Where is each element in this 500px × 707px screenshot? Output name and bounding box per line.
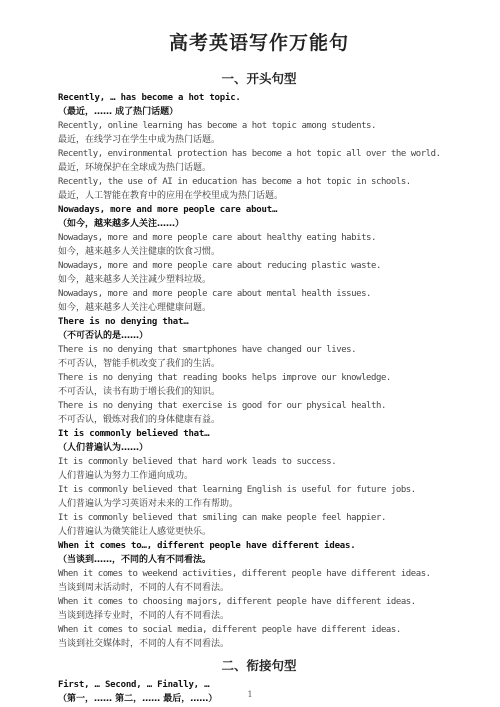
pattern-sentence: There is no denying that… [58,317,189,327]
example-chinese: 如今，越来越多人关注心理健康问题。 [58,303,212,313]
example-chinese: 最近，在线学习在学生中成为热门话题。 [58,135,221,145]
document-title: 高考英语写作万能句 [168,32,349,54]
pattern-meaning: （当谈到……，不同的人有不同看法。 [58,555,212,565]
example-chinese: 人们普遍认为努力工作通向成功。 [58,471,194,481]
example-chinese: 当谈到社交媒体时，不同的人有不同看法。 [58,639,230,649]
example-english: There is no denying that exercise is good for our physical health. [58,401,386,411]
pattern-meaning: （不可否认的是……） [58,331,149,341]
example-english: It is commonly believed that learning English is useful for future jobs. [58,485,416,495]
pattern-meaning: （第一，…… 第二，…… 最后，……） [58,694,218,704]
example-english: When it comes to choosing majors, different people have different ideas. [58,597,416,607]
pattern-meaning: （人们普遍认为……） [58,443,149,453]
pattern-meaning: （如今，越来越多人关注……） [58,219,185,229]
example-english: Nowadays, more and more people care about mental health issues. [58,289,372,299]
pattern-block [58,539,460,651]
example-english: It is commonly believed that smiling can make people feel happier. [58,513,386,523]
example-chinese: 最近，人工智能在教育中的应用在学校里成为热门话题。 [58,191,284,201]
example-chinese: 如今，越来越多人关注健康的饮食习惯。 [58,247,221,257]
example-chinese: 不可否认，锻炼对我们的身体健康有益。 [58,415,221,425]
pattern-block [58,91,460,203]
example-english: There is no denying that smartphones have changed our lives. [58,345,357,355]
example-chinese: 如今，越来越多人关注减少塑料垃圾。 [58,275,212,285]
pattern-sentence: When it comes to…, different people have different ideas. [58,541,356,551]
page-number: 1 [247,690,253,699]
example-chinese: 人们普遍认为学习英语对未来的工作有帮助。 [58,499,239,509]
example-chinese: 最近，环境保护在全球成为热门话题。 [58,163,212,173]
pattern-block [58,427,460,539]
example-english: Nowadays, more and more people care about reducing plastic waste. [58,261,381,271]
example-english: Recently, the use of AI in education has become a hot topic in schools. [58,177,411,187]
example-english: Nowadays, more and more people care about healthy eating habits. [58,233,376,243]
pattern-sentence: It is commonly believed that… [58,429,210,439]
example-english: There is no denying that reading books helps improve our knowledge. [58,373,391,383]
pattern-sentence: Recently, … has become a hot topic. [58,93,241,103]
example-chinese: 不可否认，读书有助于增长我们的知识。 [58,387,221,397]
pattern-block [58,315,460,427]
example-english: When it comes to social media, different people have different ideas. [58,625,401,635]
example-chinese: 不可否认，智能手机改变了我们的生活。 [58,359,221,369]
pattern-block [58,203,460,315]
pattern-meaning: （最近，…… 成了热门话题） [58,107,179,117]
example-english: When it comes to weekend activities, different people have different ideas. [58,569,431,579]
section-heading: 一、开头句型 [221,71,297,86]
example-chinese: 当谈到周末活动时，不同的人有不同看法。 [58,583,230,593]
example-chinese: 人们普遍认为微笑能让人感觉更快乐。 [58,527,212,537]
pattern-sentence: Nowadays, more and more people care about… [58,205,278,215]
example-english: It is commonly believed that hard work leads to success. [58,457,337,467]
example-english: Recently, environmental protection has become a hot topic all over the world. [58,149,441,159]
section-heading: 二、衔接句型 [221,658,297,673]
pattern-sentence: First, … Second, … Finally, … [58,680,210,690]
example-chinese: 当谈到选择专业时，不同的人有不同看法。 [58,611,230,621]
example-english: Recently, online learning has become a hot topic among students. [58,121,376,131]
